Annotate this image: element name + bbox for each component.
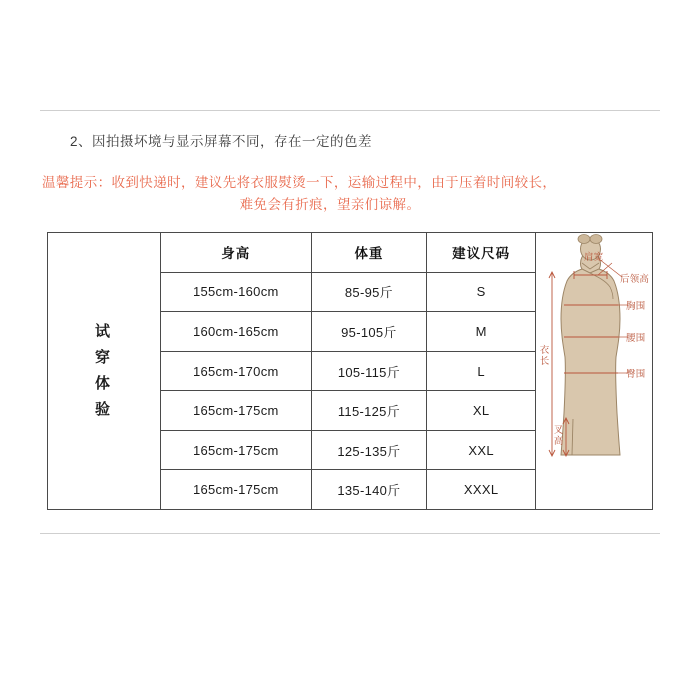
warm-tip-line-1: 温馨提示：收到快递时，建议先将衣服熨烫一下，运输过程中，由于压着时间较长，	[42, 175, 557, 190]
cell-weight: 115-125斤	[312, 391, 428, 430]
cell-height: 160cm-165cm	[161, 312, 312, 351]
cell-size: XL	[472, 403, 490, 419]
label-shoulder-width: 肩宽	[584, 252, 604, 263]
cell-weight: 125-135斤	[312, 431, 428, 470]
cell-height: 165cm-175cm	[161, 391, 312, 430]
label-bust: 胸围	[626, 301, 646, 312]
label-waist: 腰围	[626, 333, 646, 344]
cell-weight: 95-105斤	[312, 312, 428, 351]
table-row	[161, 273, 535, 313]
label-back-neck-height: 后领高	[620, 274, 650, 285]
header-weight: 体重	[312, 233, 428, 272]
cell-height: 165cm-175cm	[161, 470, 312, 509]
label-slit-height: 叉高	[553, 425, 564, 447]
cell-size: L	[477, 363, 485, 379]
table-row	[161, 391, 535, 431]
table-row-label-cell	[48, 233, 161, 509]
warm-tip-line-2: 难免会有折痕，望亲们谅解。	[239, 197, 421, 212]
cell-weight: 85-95斤	[312, 273, 428, 312]
dress-measurement-diagram	[536, 233, 652, 509]
table-row-label: 试穿体验	[94, 323, 113, 418]
cell-height: 165cm-175cm	[161, 431, 312, 470]
cell-size: XXXL	[463, 482, 499, 498]
cell-size: S	[476, 284, 486, 300]
cell-height: 165cm-170cm	[161, 352, 312, 391]
size-chart-table	[47, 232, 653, 510]
cell-size: M	[475, 323, 487, 339]
table-row	[161, 352, 535, 392]
size-chart-grid	[161, 233, 536, 509]
header-size: 建议尺码	[452, 246, 511, 262]
table-row	[161, 312, 535, 352]
divider-top	[40, 110, 660, 111]
table-row	[161, 470, 535, 509]
cell-weight: 135-140斤	[312, 470, 428, 509]
header-height: 身高	[161, 233, 312, 272]
cell-height: 155cm-160cm	[161, 273, 312, 312]
divider-bottom	[40, 533, 660, 534]
table-header-row	[161, 233, 535, 273]
label-hip: 臀围	[626, 369, 646, 380]
cell-weight: 105-115斤	[312, 352, 428, 391]
label-dress-length: 衣长	[539, 345, 550, 367]
color-difference-note: 2、因拍摄坏境与显示屏幕不同，存在一定的色差	[70, 134, 373, 149]
warm-tip-block	[42, 172, 658, 216]
table-row	[161, 431, 535, 471]
cell-size: XXL	[468, 442, 494, 458]
